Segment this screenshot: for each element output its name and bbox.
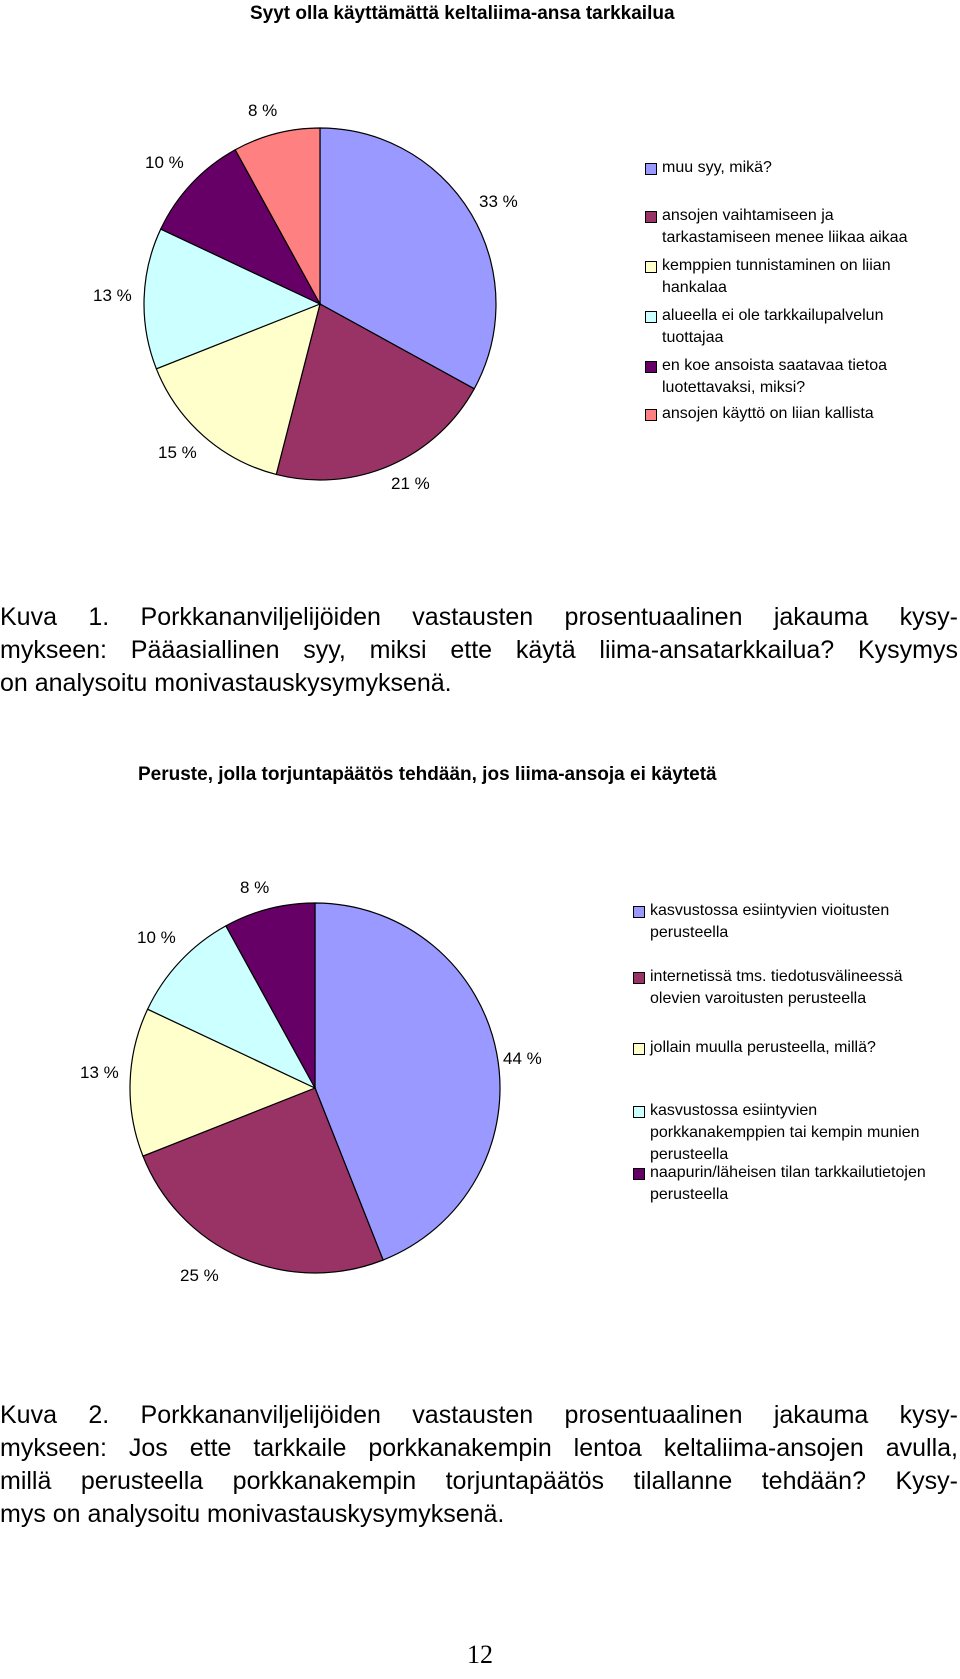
pie-slice-label: 21 % [391, 474, 430, 493]
caption-2-line: Kuva 2. Porkkananviljelijöiden vastausten prosentuaalinen jakauma kysy- [0, 1401, 958, 1429]
caption-1-line: Kuva 1. Porkkananviljelijöiden vastausten prosentuaalinen jakauma kysy- [0, 603, 958, 631]
legend-label: naapurin/läheisen tilan tarkkailutietojen perusteella [650, 1164, 926, 1203]
legend-label: ansojen käyttö on liian kallista [662, 405, 874, 422]
pie-slice-label: 10 % [145, 153, 184, 172]
chart-1-title: Syyt olla käyttämättä keltaliima-ansa tarkkailua [250, 3, 675, 24]
legend-swatch [633, 972, 645, 984]
legend-label: en koe ansoista saatavaa tietoa luotettavaksi, miksi? [662, 357, 888, 396]
pie-slice-label: 25 % [180, 1266, 219, 1285]
legend-swatch [633, 1106, 645, 1118]
pie-slice-label: 33 % [479, 192, 518, 211]
caption-1-line: mykseen: Pääasiallinen syy, miksi ette käytä liima-ansatarkkailua? Kysymys [0, 636, 958, 664]
pie-slice-label: 8 % [240, 878, 270, 897]
caption-2-line: mykseen: Jos ette tarkkaile porkkanakempin lentoa keltaliima-ansojen avulla, [0, 1434, 958, 1462]
legend-label: alueella ei ole tarkkailupalvelun tuottajaa [662, 307, 884, 346]
legend-label: kasvustossa esiintyvien porkkanakemppien tai kempin munien perusteella [650, 1102, 920, 1163]
caption-1-line: on analysoitu monivastauskysymyksenä. [0, 669, 452, 697]
pie-slice-label: 15 % [158, 443, 197, 462]
page-number: 12 [467, 1640, 493, 1669]
caption-2-line: millä perusteella porkkanakempin torjuntapäätös tilallanne tehdään? Kysy- [0, 1467, 958, 1495]
caption-2-line: mys on analysoitu monivastauskysymyksenä. [0, 1500, 505, 1528]
pie-slice-label: 10 % [137, 928, 176, 947]
pie-slice-label: 13 % [80, 1063, 119, 1082]
legend-label: kasvustossa esiintyvien vioitusten perusteella [650, 902, 890, 941]
chart-2-title: Peruste, jolla torjuntapäätös tehdään, jos liima-ansoja ei käytetä [138, 764, 717, 785]
legend-swatch [633, 1043, 645, 1055]
legend-label: internetissä tms. tiedotusvälineessä olevien varoitusten perusteella [650, 968, 903, 1007]
legend-swatch [633, 906, 645, 918]
legend-label: ansojen vaihtamiseen ja tarkastamiseen menee liikaa aikaa [662, 207, 908, 246]
legend-label: muu syy, mikä? [662, 159, 772, 176]
legend-swatch [633, 1168, 645, 1180]
pie-slice-label: 44 % [503, 1049, 542, 1068]
legend-label: kemppien tunnistaminen on liian hankalaa [662, 257, 891, 296]
pie-slice-label: 13 % [93, 286, 132, 305]
pie-slice-label: 8 % [248, 101, 278, 120]
legend-label: jollain muulla perusteella, millä? [650, 1039, 876, 1056]
figure-2-caption [0, 1399, 958, 1531]
